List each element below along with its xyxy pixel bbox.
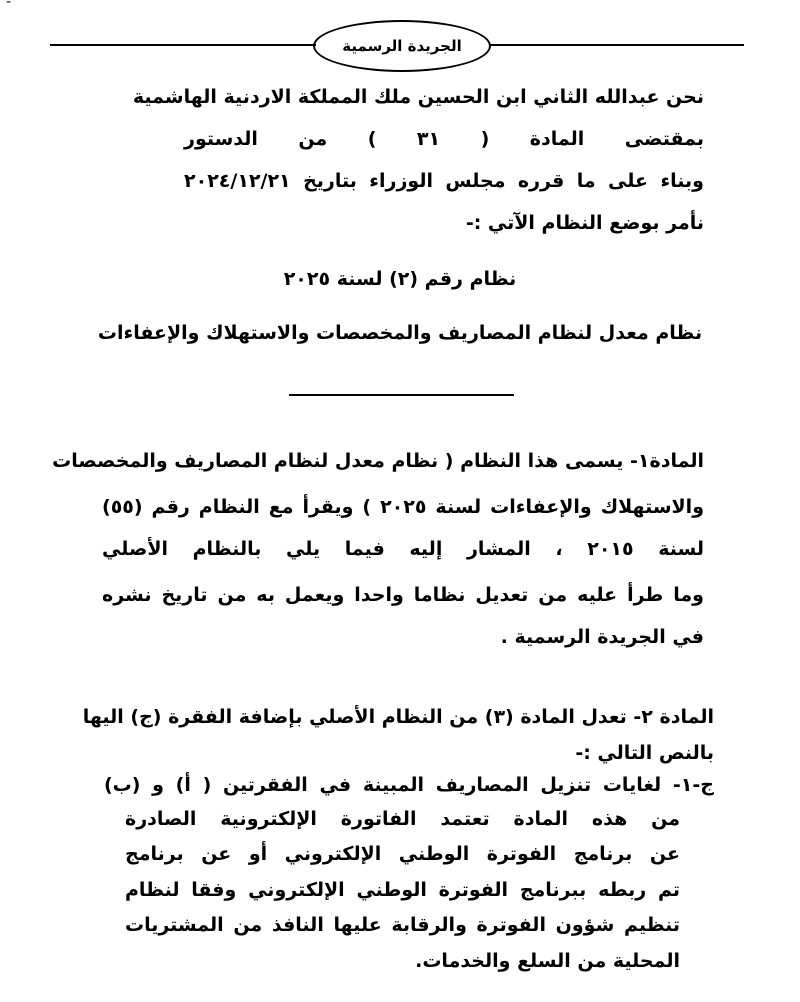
article1-line: لسنة ٢٠١٥ ، المشار إليه فيما يلي بالنظام الأصلي: [102, 538, 704, 560]
article1-line: المادة١- يسمى هذا النظام ( نظام معدل لنظام المصاريف والمخصصات: [52, 450, 704, 472]
paragraph-c-line: تم ربطه ببرنامج الفوترة الوطني الإلكتروني وفقا لنظام: [125, 879, 680, 901]
regulation-number: نظام رقم (٢) لسنة ٢٠٢٥: [283, 268, 517, 290]
article2-line: بالنص التالي :-: [575, 742, 714, 764]
paragraph-c-line: تنظيم شؤون الفوترة والرقابة عليها النافذ من المشتريات: [125, 914, 680, 936]
paragraph-c-line: المحلية من السلع والخدمات.: [415, 950, 680, 972]
preamble-line: بمقتضى المادة ( ٣١ ) من الدستور: [184, 128, 704, 150]
preamble-line: نأمر بوضع النظام الآتي :-: [465, 212, 704, 234]
regulation-title: نظام معدل لنظام المصاريف والمخصصات والاستهلاك والإعفاءات: [97, 322, 703, 344]
section-divider: [289, 394, 514, 396]
article2-line: المادة ٢- تعدل المادة (٣) من النظام الأصلي بإضافة الفقرة (ج) اليها: [82, 706, 714, 728]
article1-line: وما طرأ عليه من تعديل نظاما واحدا ويعمل به من تاريخ نشره: [102, 584, 704, 606]
paragraph-c-line: ج-١- لغايات تنزيل المصاريف المبينة في الفقرتين ( أ) و (ب): [104, 774, 714, 796]
header-rule-right: [489, 44, 744, 46]
header-rule-left: [50, 44, 316, 46]
article1-line: والاستهلاك والإعفاءات لسنة ٢٠٢٥ ) ويقرأ مع النظام رقم (٥٥): [102, 496, 704, 518]
article1-line: في الجريدة الرسمية .: [500, 626, 704, 648]
gazette-header-oval: [313, 20, 491, 72]
paragraph-c-line: من هذه المادة تعتمد الفاتورة الإلكترونية الصادرة: [125, 808, 680, 830]
preamble-line: نحن عبدالله الثاني ابن الحسين ملك المملكة الاردنية الهاشمية: [132, 86, 704, 108]
paragraph-c-line: عن برنامج الفوترة الوطني الإلكتروني أو عن برنامج: [125, 843, 680, 865]
gazette-label: الجريدة الرسمية: [342, 37, 462, 55]
preamble-line: وبناء على ما قرره مجلس الوزراء بتاريخ ٢٠٢٤/١٢/٢١: [184, 170, 704, 192]
corner-mark: -: [6, 0, 12, 10]
